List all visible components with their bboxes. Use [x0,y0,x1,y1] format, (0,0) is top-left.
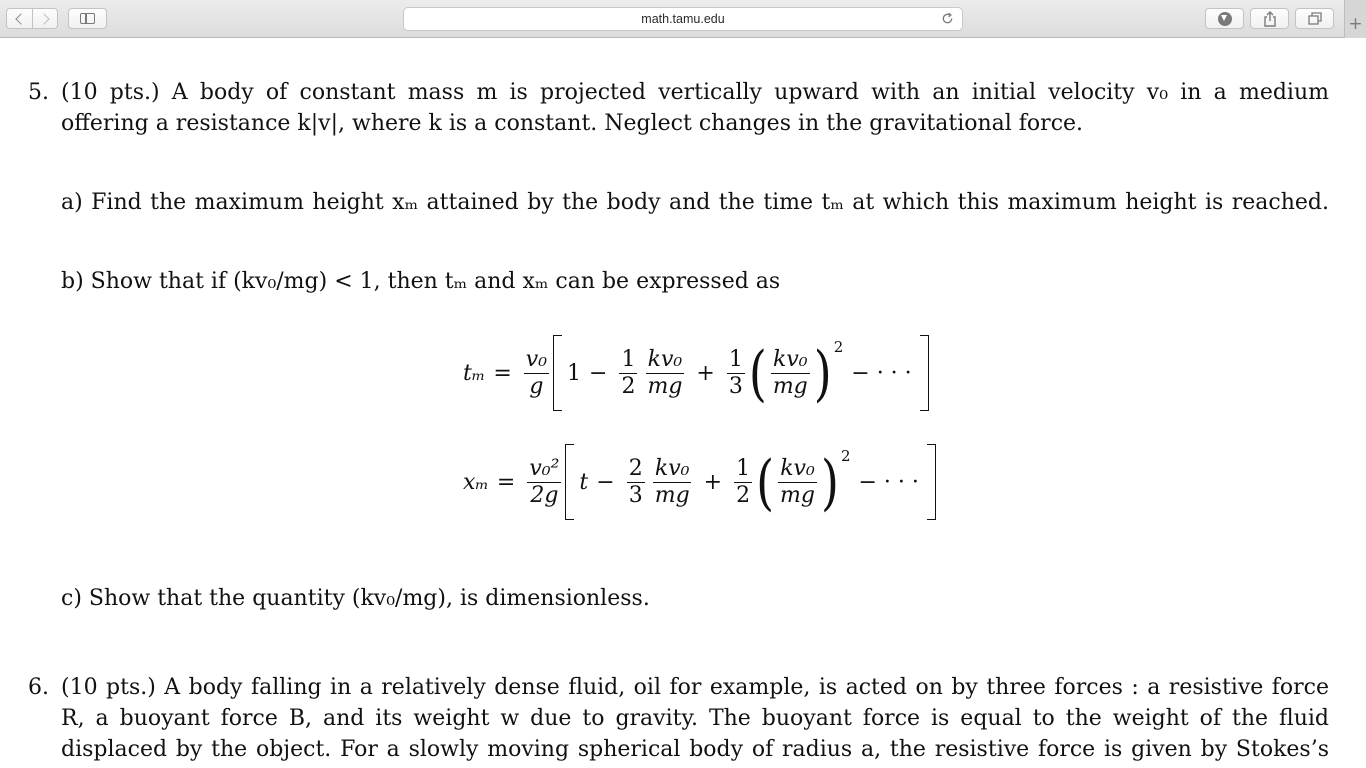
document-page [0,38,1366,768]
problem-5-part-c: c) Show that the quantity (kv₀/mg), is dimensionless. [61,586,650,611]
right-bracket [920,335,929,411]
left-bracket [553,335,562,411]
address-bar[interactable] [403,7,963,31]
reload-icon[interactable] [941,12,954,25]
eq-x-exponent: 2 [840,447,851,465]
right-paren: ) [821,446,839,518]
chevron-left-icon [15,13,26,24]
eq-x-lead-term: t [579,469,589,495]
tabs-overview-button[interactable] [1295,8,1334,29]
eq-t-exponent: 2 [833,338,844,356]
left-bracket [565,444,574,520]
sidebar-icon [80,13,95,24]
right-bracket [927,444,936,520]
download-icon [1218,12,1232,26]
chevron-right-icon [38,13,49,24]
share-button[interactable] [1250,8,1289,29]
eq-x-lhs: xₘ [463,469,489,495]
equation-x-m: xₘ = $\frac{\text{v₀²}}{2g}$ t − $\frac{2}{3}$ $\frac{\text{kv₀}}{mg}$ + $\frac{1}{2}$ ( $\frac{\text{kv₀}}{mg}$ ) 2 − · · · [463,442,936,522]
eq-t-lead-term: 1 [567,360,582,386]
eq-x-fraction-2: $\frac{1}{2}$ [736,455,751,508]
problem-5-line-2: offering a resistance k|v|, where k is a constant. Neglect changes in the gravitational force. [61,111,1084,136]
eq-x-fraction-1: $\frac{2}{3}$ [628,455,643,508]
eq-t-equals: = [493,360,512,386]
problem-6-line-3: displaced by the object. For a slowly moving spherical body of radius a, the resistive force is given by Stokes’s [61,737,1329,762]
problem-5-number: 5. [28,80,49,105]
problem-6-line-1: (10 pts.) A body falling in a relatively dense fluid, oil for example, is acted on by three forces : a resistive force [61,675,1329,700]
problem-6-line-2: R, a buoyant force B, and its weight w due to gravity. The buoyant force is equal to the weight of the fluid [61,706,1329,731]
eq-t-fraction-2: $\frac{1}{3}$ [728,346,743,399]
problem-5-line-1: (10 pts.) A body of constant mass m is projected vertically upward with an initial velocity v₀ in a medium [61,80,1329,105]
eq-x-coefficient: $\frac{\text{v₀²}}{2g}$ [529,455,560,508]
forward-button[interactable] [32,9,57,28]
new-tab-button[interactable] [1344,0,1366,38]
left-paren: ( [756,446,775,518]
browser-toolbar [0,0,1366,38]
eq-x-equals: = [496,469,516,495]
eq-x-tail: − · · · [858,469,919,495]
eq-t-tail: − · · · [851,360,912,386]
problem-5-part-a: a) Find the maximum height xₘ attained by the body and the time tₘ at which this maximum height is reached. [61,190,1329,215]
back-button[interactable] [7,9,32,28]
problem-5-part-b: b) Show that if (kv₀/mg) < 1, then tₘ and xₘ can be expressed as [61,269,781,294]
plus-icon: + [1348,14,1363,34]
eq-t-lhs: tₘ [463,360,486,386]
eq-t-coefficient: $\frac{\text{v₀}}{g}$ [525,346,548,399]
share-icon [1263,11,1277,27]
eq-x-ratio-1: $\frac{\text{kv₀}}{mg}$ [654,455,690,508]
eq-t-fraction-1: $\frac{1}{2}$ [621,346,636,399]
eq-x-ratio-2: $\frac{\text{kv₀}}{mg}$ [780,455,815,508]
eq-t-ratio-1: $\frac{\text{kv₀}}{mg}$ [647,346,683,399]
tabs-overview-icon [1308,12,1322,25]
sidebar-button[interactable] [68,8,107,29]
url-text: math.tamu.edu [641,12,725,26]
eq-t-ratio-2: $\frac{\text{kv₀}}{mg}$ [772,346,808,399]
downloads-button[interactable] [1205,8,1244,29]
equation-t-m: tₘ = $\frac{\text{v₀}}{g}$ 1 − $\frac{1}{2}$ $\frac{\text{kv₀}}{mg}$ + $\frac{1}{3}$ ( $\frac{\text{kv₀}}{mg}$ ) 2 − · · · [463,333,929,413]
right-paren: ) [813,337,832,409]
left-paren: ( [748,337,767,409]
nav-buttons [6,8,58,29]
problem-6-number: 6. [28,675,49,700]
